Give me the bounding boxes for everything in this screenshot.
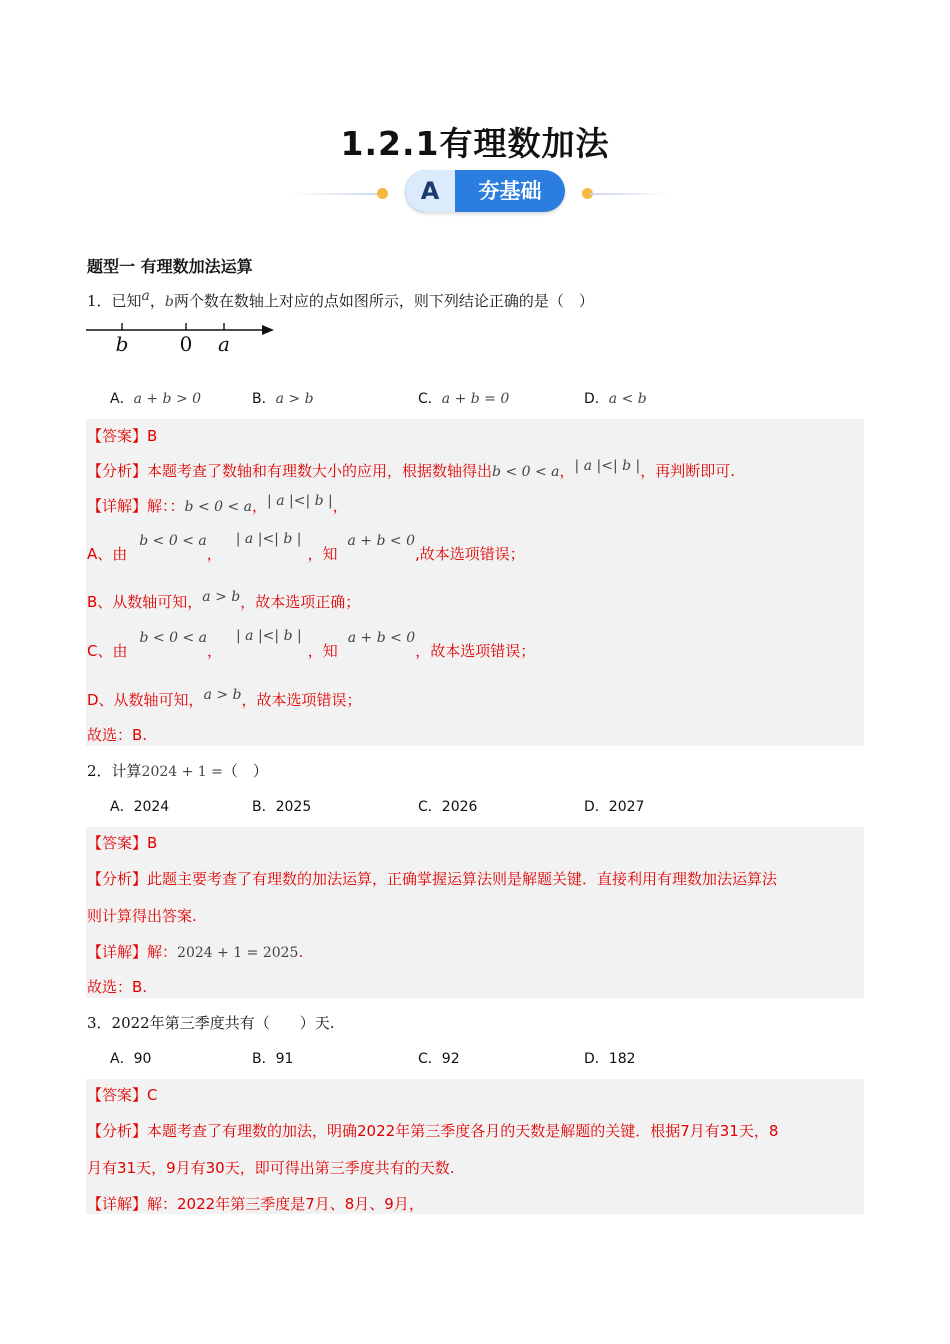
q3-analysis: 【分析】本题考查了有理数的加法，明确2022年第三季度各月的天数是解题的关键．根据7月有31天，8 xyxy=(87,1122,779,1140)
q2-solution-box xyxy=(86,827,864,998)
q1-choose: 故选：B. xyxy=(87,726,148,744)
q3-detail: 【详解】解：2022年第三季度是7月、8月、9月， xyxy=(87,1195,424,1213)
q3-option-c[interactable]: C．92 xyxy=(418,1051,460,1067)
q1-line-d: D、从数轴可知，a > b，故本选项错误； xyxy=(87,687,362,709)
q3-option-b[interactable]: B．91 xyxy=(252,1051,294,1067)
q1-stem-b: b xyxy=(164,294,174,310)
q3-option-a[interactable]: A．90 xyxy=(110,1051,152,1067)
q1-option-c[interactable]: C．a + b = 0 xyxy=(418,391,510,407)
q2-stem-expr: 2024 + 1 = xyxy=(141,764,223,780)
banner-line-left xyxy=(290,193,385,195)
q1-option-b[interactable]: B．a > b xyxy=(252,391,314,407)
q1-answer-value: B xyxy=(147,427,158,445)
q1-detail: 【详解】解：：b < 0 < a，| a |<| b |， xyxy=(87,493,348,515)
q1-stem-num: 1．已知 xyxy=(87,292,142,310)
number-line xyxy=(86,316,286,358)
page-title: 1.2.1有理数加法 xyxy=(340,124,610,163)
q2-detail: 【详解】解：2024 + 1 = 2025. xyxy=(87,943,304,961)
q2-choose: 故选：B. xyxy=(87,978,148,996)
q2-option-d[interactable]: D．2027 xyxy=(584,799,645,815)
q1-option-c-expr: a + b = 0 xyxy=(441,391,510,407)
label-0: 0 xyxy=(179,332,193,356)
q1-option-d-expr: a < b xyxy=(608,391,647,407)
q2-analysis: 【分析】此题主要考查了有理数的加法运算，正确掌握运算法则是解题关键．直接利用有理数加法运算法 xyxy=(87,870,778,888)
q1-option-a-expr: a + b > 0 xyxy=(133,391,202,407)
q2-option-c[interactable]: C．2026 xyxy=(418,799,478,815)
q3-stem: 3．2022年第三季度共有（ ）天. xyxy=(87,1014,335,1032)
q2-analysis-cont: 则计算得出答案. xyxy=(87,907,197,925)
q2-option-a[interactable]: A．2024 xyxy=(110,799,170,815)
q1-line-b: B、从数轴可知，a > b，故本选项正确； xyxy=(87,589,361,611)
banner-dot-left xyxy=(377,188,388,199)
q1-option-b-expr: a > b xyxy=(275,391,314,407)
q1-answer: 【答案】B xyxy=(87,427,158,445)
q1-stem xyxy=(87,290,594,311)
banner-text: 夯基础 xyxy=(478,179,542,203)
q2-option-b[interactable]: B．2025 xyxy=(252,799,312,815)
q1-stem-a: a xyxy=(141,288,150,304)
banner-line-right xyxy=(590,193,670,195)
label-b: b xyxy=(115,332,129,356)
q1-analysis: 【分析】本题考查了数轴和有理数大小的应用，根据数轴得出b < 0 < a，| a |<| b |，再判断即可. xyxy=(87,458,736,480)
section-banner xyxy=(290,168,670,216)
q3-answer-value: C xyxy=(147,1086,158,1104)
q2-answer: 【答案】B xyxy=(87,834,158,852)
label-a: a xyxy=(218,332,230,356)
q2-answer-value: B xyxy=(147,834,158,852)
q1-stem-sep: ， xyxy=(149,292,165,310)
q3-answer: 【答案】C xyxy=(87,1086,158,1104)
q3-analysis-cont: 月有31天，9月有30天，即可得出第三季度共有的天数. xyxy=(87,1159,455,1177)
section-heading: 题型一 有理数加法运算 xyxy=(87,257,253,276)
q2-stem: 2．计算2024 + 1 =（ ） xyxy=(87,762,268,780)
q1-line-c: C、由b < 0 < a，| a |<| b |，知a + b < 0，故本选项错误； xyxy=(87,628,536,660)
q3-option-d[interactable]: D．182 xyxy=(584,1051,636,1067)
q1-line-a: A、由b < 0 < a，| a |<| b |，知a + b < 0,故本选项错误； xyxy=(87,531,525,563)
q1-option-d[interactable]: D．a < b xyxy=(584,391,647,407)
q1-option-a[interactable]: A．a + b > 0 xyxy=(110,391,202,407)
banner-pill xyxy=(405,170,565,212)
q1-stem-rest: 两个数在数轴上对应的点如图所示，则下列结论正确的是（ ） xyxy=(173,292,594,310)
banner-letter: A xyxy=(405,170,455,212)
number-line-arrow xyxy=(262,325,274,335)
